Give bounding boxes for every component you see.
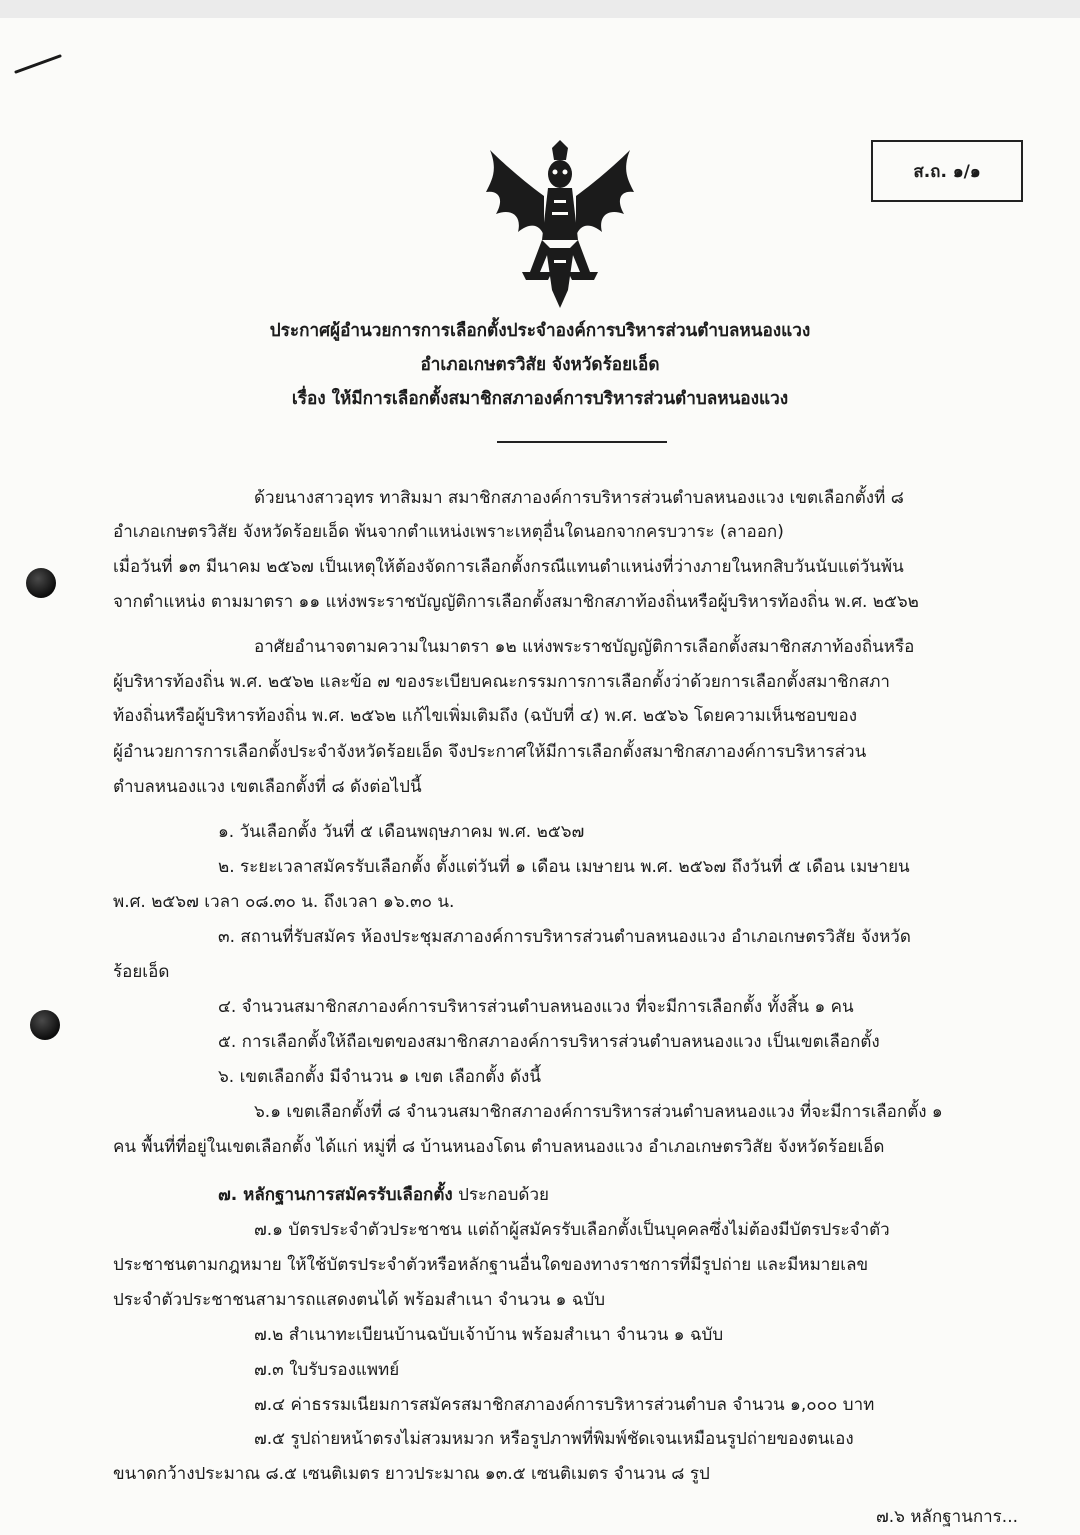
item-6-1: ๖.๑ เขตเลือกตั้งที่ ๘ จำนวนสมาชิกสภาองค์การบริหารส่วนตำบลหนองแวง ที่จะมีการเลือกตั้ง ๑	[254, 1102, 943, 1122]
top-bar	[0, 0, 1080, 18]
item-1: ๑. วันเลือกตั้ง วันที่ ๕ เดือนพฤษภาคม พ.ศ. ๒๕๖๗	[218, 822, 585, 842]
section-7-line: ๗.๕ รูปถ่ายหน้าตรงไม่สวมหมวก หรือรูปภาพที่พิมพ์ชัดเจนเหมือนรูปถ่ายของตนเอง	[254, 1429, 854, 1449]
header-line-2: อำเภอเกษตรวิสัย จังหวัดร้อยเอ็ด	[420, 355, 660, 375]
item-5: ๕. การเลือกตั้งให้ถือเขตของสมาชิกสภาองค์การบริหารส่วนตำบลหนองแวง เป็นเขตเลือกตั้ง	[218, 1032, 880, 1052]
section-7-heading	[218, 1183, 549, 1207]
section-7-title: ๗. หลักฐานการสมัครรับเลือกตั้ง	[218, 1185, 453, 1205]
paragraph-1-line: อำเภอเกษตรวิสัย จังหวัดร้อยเอ็ด พ้นจากตำแหน่งเพราะเหตุอื่นใดนอกจากครบวาระ (ลาออก)	[113, 522, 784, 542]
paragraph-2-line: ท้องถิ่นหรือผู้บริหารท้องถิ่น พ.ศ. ๒๕๖๒ แก้ไขเพิ่มเติมถึง (ฉบับที่ ๔) พ.ศ. ๒๕๖๖ โดยความเห็นชอบของ	[113, 706, 858, 726]
paragraph-2-line: ตำบลหนองแวง เขตเลือกตั้งที่ ๘ ดังต่อไปนี้	[113, 777, 422, 797]
section-7-line: ประชาชนตามกฎหมาย ให้ใช้บัตรประจำตัวหรือหลักฐานอื่นใดของทางราชการที่มีรูปถ่าย และมีหมายเลข	[113, 1255, 869, 1275]
paragraph-1-line: จากตำแหน่ง ตามมาตรา ๑๑ แห่งพระราชบัญญัติการเลือกตั้งสมาชิกสภาท้องถิ่นหรือผู้บริหารท้องถิ่น พ.ศ. ๒๕๖๒	[113, 592, 919, 612]
header-line-1: ประกาศผู้อำนวยการการเลือกตั้งประจำองค์การบริหารส่วนตำบลหนองแวง	[269, 321, 811, 341]
punch-hole-icon	[30, 1010, 60, 1040]
section-7-line: ๗.๒ สำเนาทะเบียนบ้านฉบับเจ้าบ้าน พร้อมสำเนา จำนวน ๑ ฉบับ	[254, 1325, 724, 1345]
form-code: ส.ถ. ๑/๑	[913, 161, 981, 182]
section-7-suffix: ประกอบด้วย	[458, 1185, 549, 1205]
section-7-line: ๗.๑ บัตรประจำตัวประชาชน แต่ถ้าผู้สมัครรับเลือกตั้งเป็นบุคคลซึ่งไม่ต้องมีบัตรประจำตัว	[254, 1220, 890, 1240]
section-7-line: ประจำตัวประชาชนสามารถแสดงตนได้ พร้อมสำเนา จำนวน ๑ ฉบับ	[113, 1290, 605, 1310]
section-7-line: ๗.๓ ใบรับรองแพทย์	[254, 1360, 400, 1380]
item-4: ๔. จำนวนสมาชิกสภาองค์การบริหารส่วนตำบลหนองแวง ที่จะมีการเลือกตั้ง ทั้งสิ้น ๑ คน	[218, 997, 854, 1017]
continuation-note: ๗.๖ หลักฐานการ...	[875, 1507, 1018, 1527]
paragraph-1-line: ด้วยนางสาวอุทร ทาสิมมา สมาชิกสภาองค์การบริหารส่วนตำบลหนองแวง เขตเลือกตั้งที่ ๘	[254, 488, 904, 508]
garuda-emblem-icon	[482, 140, 638, 312]
item-3-cont: ร้อยเอ็ด	[113, 962, 170, 982]
pen-stroke-mark	[14, 52, 64, 76]
punch-hole-icon	[26, 568, 56, 598]
section-7-line: ขนาดกว้างประมาณ ๘.๕ เซนติเมตร ยาวประมาณ ๑๓.๕ เซนติเมตร จำนวน ๘ รูป	[113, 1464, 710, 1484]
paragraph-2-line: ผู้บริหารท้องถิ่น พ.ศ. ๒๕๖๒ และข้อ ๗ ของระเบียบคณะกรรมการการเลือกตั้งว่าด้วยการเลือกตั้งสมาชิกสภา	[113, 672, 890, 692]
paragraph-2-line: อาศัยอำนาจตามความในมาตรา ๑๒ แห่งพระราชบัญญัติการเลือกตั้งสมาชิกสภาท้องถิ่นหรือ	[254, 637, 915, 657]
item-2-cont: พ.ศ. ๒๕๖๗ เวลา ๐๘.๓๐ น. ถึงเวลา ๑๖.๓๐ น.	[113, 892, 455, 912]
item-2: ๒. ระยะเวลาสมัครรับเลือกตั้ง ตั้งแต่วันที่ ๑ เดือน เมษายน พ.ศ. ๒๕๖๗ ถึงวันที่ ๕ เดือน เมษายน	[218, 857, 910, 877]
item-6: ๖. เขตเลือกตั้ง มีจำนวน ๑ เขต เลือกตั้ง ดังนี้	[218, 1067, 541, 1087]
item-3: ๓. สถานที่รับสมัคร ห้องประชุมสภาองค์การบริหารส่วนตำบลหนองแวง อำเภอเกษตรวิสัย จังหวัด	[218, 927, 911, 947]
section-7-line: ๗.๔ ค่าธรรมเนียมการสมัครสมาชิกสภาองค์การบริหารส่วนตำบล จำนวน ๑,๐๐๐ บาท	[254, 1395, 875, 1415]
header-divider	[497, 441, 667, 443]
item-6-1-cont: คน พื้นที่ที่อยู่ในเขตเลือกตั้ง ได้แก่ หมู่ที่ ๘ บ้านหนองโดน ตำบลหนองแวง อำเภอเกษตรวิสัย จังหวัดร้อยเอ็ด	[113, 1137, 885, 1157]
paragraph-1-line: เมื่อวันที่ ๑๓ มีนาคม ๒๕๖๗ เป็นเหตุให้ต้องจัดการเลือกตั้งกรณีแทนตำแหน่งที่ว่างภายในหกสิบวันนับแต่วันพ้น	[113, 557, 904, 577]
form-code-box	[871, 140, 1023, 202]
paragraph-2-line: ผู้อำนวยการการเลือกตั้งประจำจังหวัดร้อยเอ็ด จึงประกาศให้มีการเลือกตั้งสมาชิกสภาองค์การบริหารส่วน	[113, 742, 867, 762]
subject-line: เรื่อง ให้มีการเลือกตั้งสมาชิกสภาองค์การบริหารส่วนตำบลหนองแวง	[291, 389, 789, 409]
